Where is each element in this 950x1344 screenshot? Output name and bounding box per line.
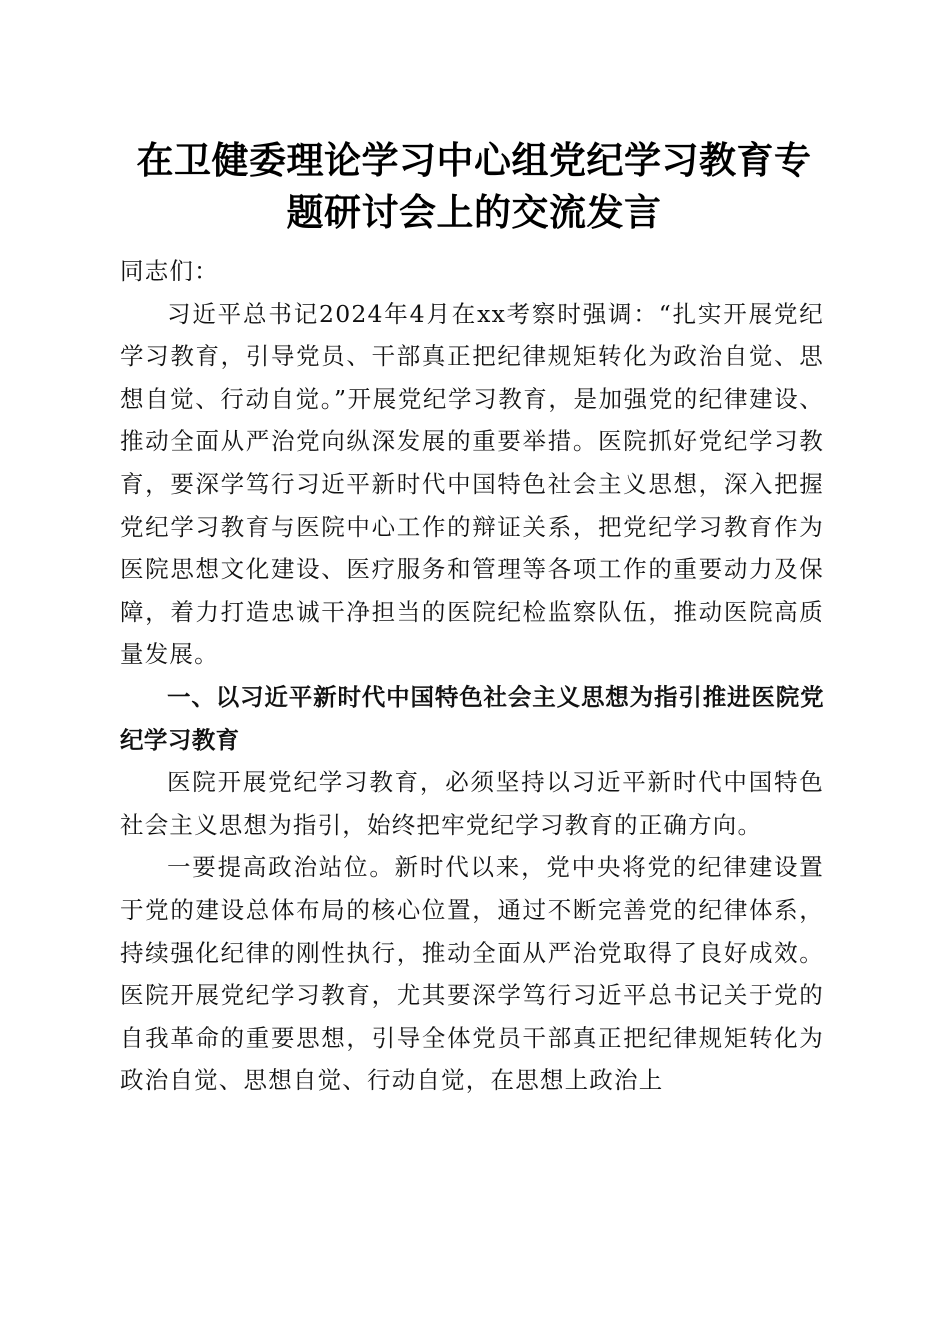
section-paragraph: 医院开展党纪学习教育，必须坚持以习近平新时代中国特色社会主义思想为指引，始终把牢党纪学习教育的正确方向。 — [120, 768, 824, 839]
section-paragraph: 一要提高政治站位。新时代以来，党中央将党的纪律建设置于党的建设总体布局的核心位置，通过不断完善党的纪律体系，持续强化纪律的刚性执行，推动全面从严治党取得了良好成效。医院开展党纪学习教育，尤其要深学笃行习近平总书记关于党的自我革命的重要思想，引导全体党员干部真正把纪律规矩转化为政治自觉、思想自觉、行动自觉，在思想上政治上 — [120, 853, 824, 1095]
section-heading: 一、以习近平新时代中国特色社会主义思想为指引推进医院党纪学习教育 — [120, 682, 824, 754]
salutation: 同志们： — [120, 257, 219, 285]
intro-paragraph: 习近平总书记2024年4月在xx考察时强调：“扎实开展党纪学习教育，引导党员、干部真正把纪律规矩转化为政治自觉、思想自觉、行动自觉。”开展党纪学习教育，是加强党的纪律建设、推动全面从严治党向纵深发展的重要举措。医院抓好党纪学习教育，要深学笃行习近平新时代中国特色社会主义思想，深入把握党纪学习教育与医院中心工作的辩证关系，把党纪学习教育作为医院思想文化建设、医疗服务和管理等各项工作的重要动力及保障，着力打造忠诚干净担当的医院纪检监察队伍，推动医院高质量发展。 — [120, 299, 824, 669]
document-body — [120, 250, 824, 1102]
document-title: 在卫健委理论学习中心组党纪学习教育专题研讨会上的交流发言 — [136, 138, 812, 234]
